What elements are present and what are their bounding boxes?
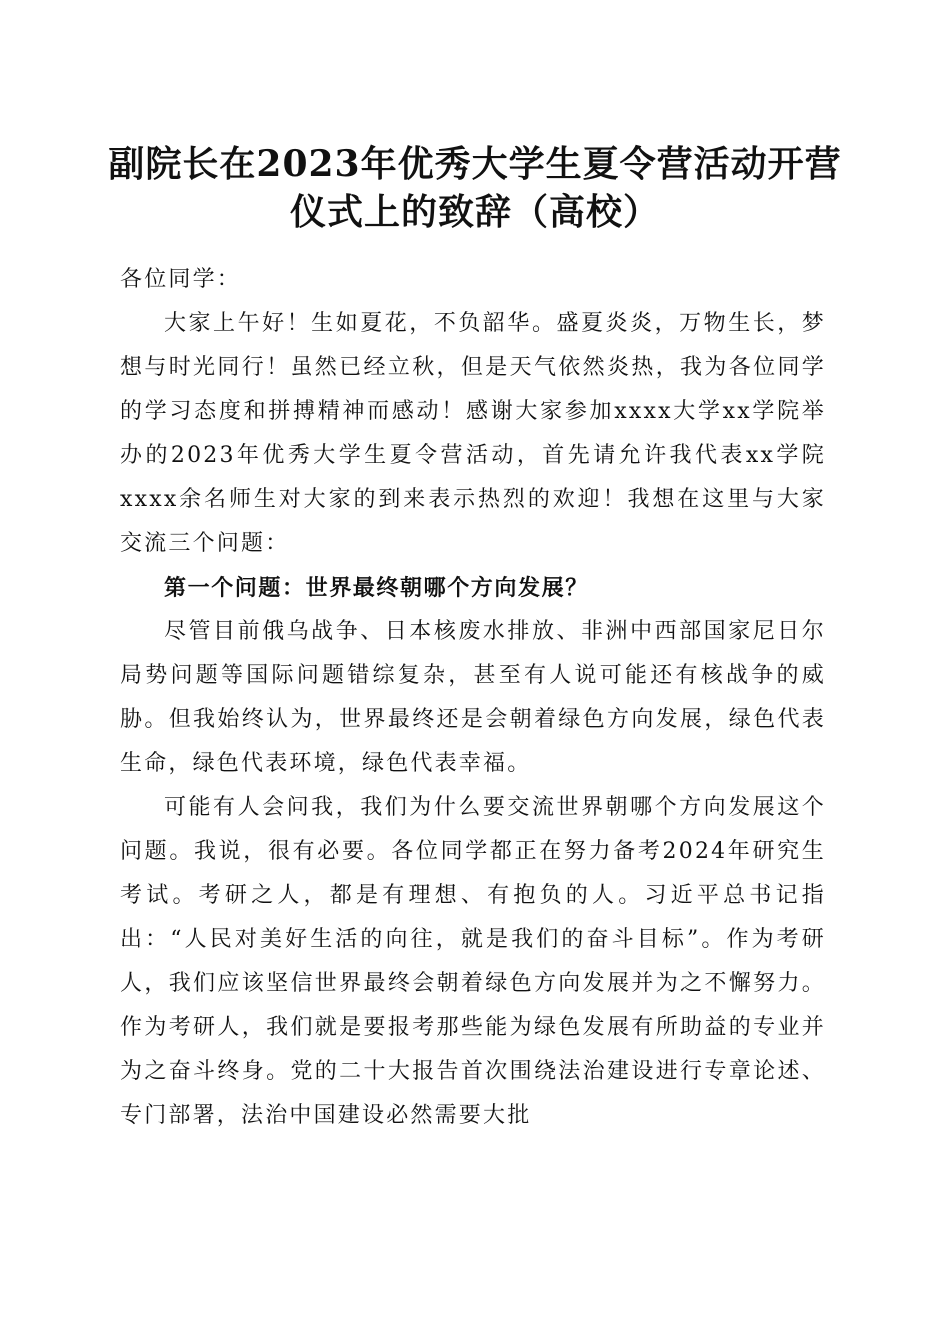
paragraph-opening: 大家上午好！生如夏花，不负韶华。盛夏炎炎，万物生长，梦想与时光同行！虽然已经立秋，但是天气依然炎热，我为各位同学的学习态度和拼搏精神而感动！感谢大家参加xxxx大学xx学院举办的2023年优秀大学生夏令营活动，首先请允许我代表xx学院xxxx余名师生对大家的到来表示热烈的欢迎！我想在这里与大家交流三个问题： bbox=[120, 311, 826, 556]
paragraph-why-discuss: 可能有人会问我，我们为什么要交流世界朝哪个方向发展这个问题。我说，很有必要。各位同学都正在努力备考2024年研究生考试。考研之人，都是有理想、有抱负的人。习近平总书记指出：“人民对美好生活的向往，就是我们的奋斗目标”。作为考研人，我们应该坚信世界最终会朝着绿色方向发展并为之不懈努力。作为考研人，我们就是要报考那些能为绿色发展有所助益的专业并为之奋斗终身。党的二十大报告首次围绕法治建设进行专章论述、专门部署，法治中国建设必然需要大批 bbox=[120, 795, 826, 1128]
title-line-1: 副院长在2023年优秀大学生夏令营活动开营 bbox=[108, 143, 842, 185]
section-heading-1: 第一个问题：世界最终朝哪个方向发展？ bbox=[164, 575, 589, 601]
salutation: 各位同学： bbox=[120, 267, 242, 292]
title-line-2: 仪式上的致辞（高校） bbox=[289, 191, 660, 233]
paragraph-world-direction: 尽管目前俄乌战争、日本核废水排放、非洲中西部国家尼日尔局势问题等国际问题错综复杂，甚至有人说可能还有核战争的威胁。但我始终认为，世界最终还是会朝着绿色方向发展，绿色代表生命，绿色代表环境，绿色代表幸福。 bbox=[120, 619, 826, 776]
document-body bbox=[120, 258, 826, 1138]
document-title bbox=[100, 140, 850, 236]
